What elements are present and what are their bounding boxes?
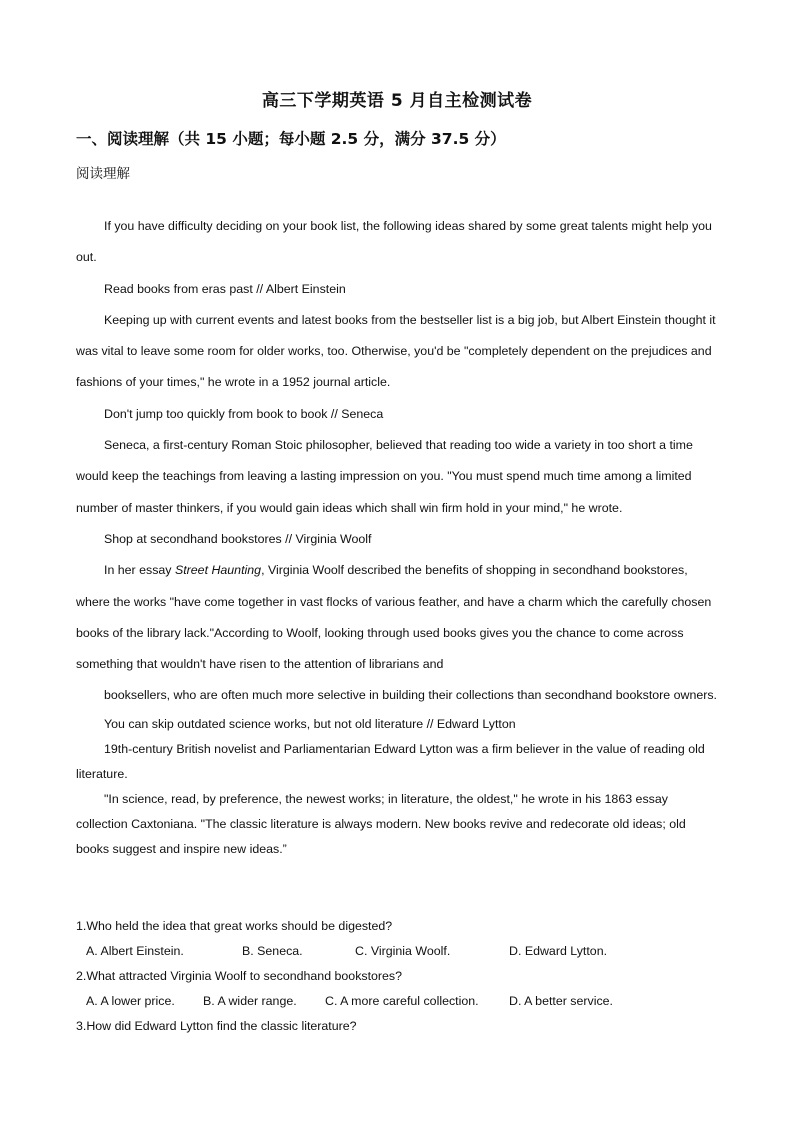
- passage-heading-woolf: Shop at secondhand bookstores // Virginia Woolf: [104, 531, 372, 546]
- option-c[interactable]: C. A more careful collection.: [325, 994, 479, 1008]
- question-stem: 1.Who held the idea that great works should be digested?: [76, 919, 393, 933]
- passage-paragraph-woolf: [76, 555, 722, 680]
- passage-paragraph-einstein: Keeping up with current events and latest books from the bestseller list is a big job, but Albert Einstein thought it was vital to leave some room for older works, too. Otherwise, you'd be "completely dependent on the prejudices and fashions of your times," he wrote in a 1952 journal article.: [76, 312, 716, 390]
- question-stem: 2.What attracted Virginia Woolf to secondhand bookstores?: [76, 969, 403, 983]
- option-d[interactable]: D. A better service.: [509, 994, 613, 1008]
- page-title: 高三下学期英语 5 月自主检测试卷: [261, 91, 533, 111]
- question-item: [76, 1014, 722, 1039]
- passage-paragraph-lytton: 19th-century British novelist and Parliamentarian Edward Lytton was a firm believer in the value of reading old literature.: [76, 741, 705, 781]
- passage-paragraph-seneca: Seneca, a first-century Roman Stoic philosopher, believed that reading too wide a variety in too short a time would keep the teachings from leaving a lasting impression on you. "You must spend much time among a limited number of master thinkers, if you would gain ideas which shall win firm hold in your mind," he wrote.: [76, 438, 693, 515]
- option-c[interactable]: C. Virginia Woolf.: [355, 944, 451, 958]
- passage-heading-einstein: Read books from eras past // Albert Einstein: [104, 281, 346, 296]
- section-subheading: 阅读理解: [76, 166, 130, 182]
- woolf-text-pre: In her essay: [104, 563, 175, 578]
- answer-options: [76, 989, 722, 1014]
- question-item: [76, 964, 722, 1014]
- question-list: [76, 914, 722, 1039]
- essay-title: Street Haunting: [174, 563, 262, 578]
- passage-paragraph-lytton-quote: "In science, read, by preference, the newest works; in literature, the oldest," he wrote in his 1863 essay collection Caxtoniana. "The classic literature is always modern. New books revive and redecorate old ideas; old books suggest and inspire new ideas.”: [76, 791, 686, 856]
- reading-passage: [76, 211, 722, 862]
- question-stem: 3.How did Edward Lytton find the classic literature?: [76, 1019, 357, 1033]
- question-item: [76, 914, 722, 964]
- woolf-text-post: , Virginia Woolf described the benefits of shopping in secondhand bookstores, where the works "have come together in vast flocks of various feather, and have a charm which the carefully chosen books of the library lack."According to Woolf, looking through used books gives you the chance to come across something that wouldn't have risen to the attention of librarians and: [76, 563, 712, 672]
- option-b[interactable]: B. A wider range.: [203, 994, 297, 1008]
- option-a[interactable]: A. Albert Einstein.: [86, 944, 184, 958]
- section-heading: 一、阅读理解（共 15 小题；每小题 2.5 分，满分 37.5 分）: [76, 130, 506, 148]
- option-a[interactable]: A. A lower price.: [86, 994, 175, 1008]
- passage-intro: If you have difficulty deciding on your book list, the following ideas shared by some great talents might help you out.: [76, 219, 712, 265]
- passage-heading-seneca: Don't jump too quickly from book to book // Seneca: [104, 406, 384, 421]
- passage-heading-lytton: You can skip outdated science works, but not old literature // Edward Lytton: [104, 716, 516, 731]
- passage-paragraph-woolf-continued: booksellers, who are often much more selective in building their collections than secondhand bookstore owners.: [104, 688, 717, 703]
- answer-options: [76, 939, 722, 964]
- option-b[interactable]: B. Seneca.: [242, 944, 303, 958]
- option-d[interactable]: D. Edward Lytton.: [509, 944, 608, 958]
